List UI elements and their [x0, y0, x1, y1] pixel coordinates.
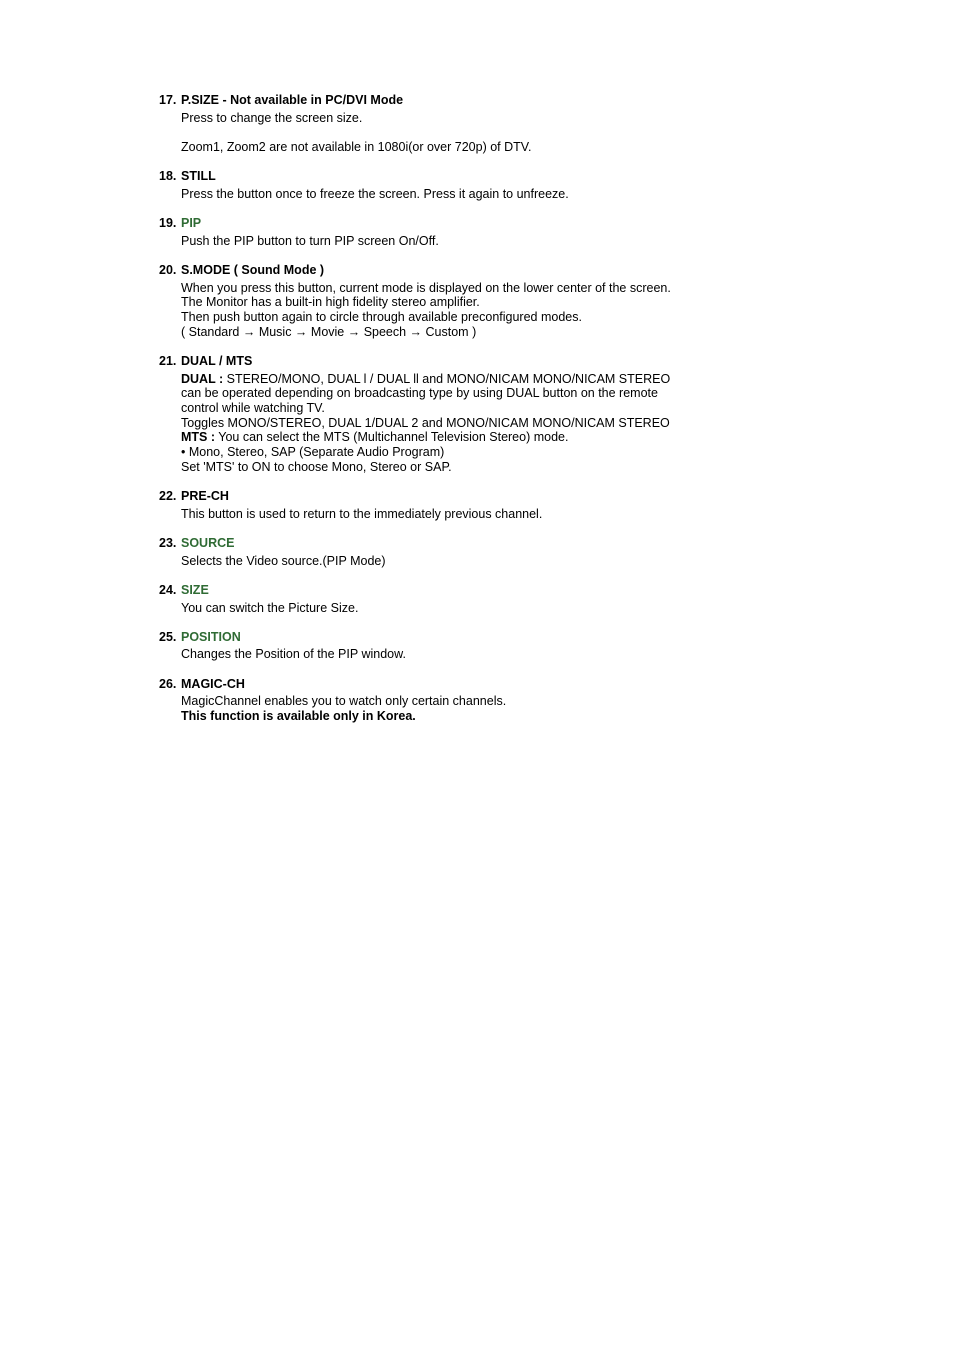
item-position — [159, 630, 719, 662]
item-size — [159, 583, 719, 615]
item-pre-ch — [159, 489, 719, 521]
item-source — [159, 536, 719, 568]
paragraph-gap — [181, 125, 719, 140]
item-content — [181, 630, 719, 662]
item-number: 26. — [159, 676, 177, 691]
item-title: P.SIZE - Not available in PC/DVI Mode — [181, 93, 404, 107]
remote-control-button-list — [159, 93, 719, 738]
item-description: The Monitor has a built-in high fidelity stereo amplifier. — [181, 295, 480, 310]
item-number: 19. — [159, 216, 177, 231]
item-number: 21. — [159, 353, 177, 368]
item-description: When you press this button, current mode is displayed on the lower center of the screen. — [181, 280, 671, 295]
item-title-link-position[interactable]: POSITION — [181, 629, 241, 644]
sound-mode-cycle: ( Standard → Music → Movie → Speech → Custom ) — [181, 324, 477, 339]
korea-only-note: This function is available only in Korea. — [181, 709, 416, 724]
item-content — [181, 263, 719, 340]
item-description: Press to change the screen size. — [181, 110, 363, 125]
item-description: can be operated depending on broadcasting type by using DUAL button on the remote — [181, 386, 658, 401]
item-title-link-size[interactable]: SIZE — [181, 582, 209, 597]
item-description: Zoom1, Zoom2 are not available in 1080i(or over 720p) of DTV. — [181, 139, 532, 154]
item-title: S.MODE ( Sound Mode ) — [181, 262, 325, 277]
item-dual-mts — [159, 354, 719, 475]
dual-text: STEREO/MONO, DUAL l / DUAL ll and MONO/NICAM MONO/NICAM STEREO — [226, 371, 671, 386]
item-content — [181, 354, 719, 475]
item-description: MagicChannel enables you to watch only certain channels. — [181, 694, 507, 709]
item-description: This button is used to return to the immediately previous channel. — [181, 506, 543, 521]
item-number: 23. — [159, 535, 177, 550]
item-description: Push the PIP button to turn PIP screen On/Off. — [181, 233, 439, 248]
item-description: You can switch the Picture Size. — [181, 600, 359, 615]
item-description: • Mono, Stereo, SAP (Separate Audio Program) — [181, 445, 445, 460]
item-content — [181, 489, 719, 521]
item-title-link-pip[interactable]: PIP — [181, 216, 202, 231]
item-description: Press the button once to freeze the screen. Press it again to unfreeze. — [181, 186, 569, 201]
item-content — [181, 583, 719, 615]
item-title-link-source[interactable]: SOURCE — [181, 535, 235, 550]
item-content — [181, 677, 719, 724]
item-description: Changes the Position of the PIP window. — [181, 647, 406, 662]
item-content — [181, 93, 719, 155]
item-description: Then push button again to circle through available preconfigured modes. — [181, 310, 582, 325]
item-p-size — [159, 93, 719, 155]
dual-description — [181, 372, 719, 387]
item-description: Set 'MTS' to ON to choose Mono, Stereo or SAP. — [181, 459, 452, 474]
item-number: 22. — [159, 489, 177, 504]
item-magic-ch — [159, 677, 719, 724]
item-title: MAGIC-CH — [181, 676, 245, 691]
item-number: 24. — [159, 582, 177, 597]
dual-label: DUAL : — [181, 371, 224, 386]
item-title: DUAL / MTS — [181, 353, 253, 368]
item-title: STILL — [181, 169, 216, 184]
mts-label: MTS : — [181, 430, 216, 445]
item-pip — [159, 216, 719, 248]
item-content — [181, 169, 719, 201]
item-number: 20. — [159, 262, 177, 277]
item-title: PRE-CH — [181, 489, 229, 504]
item-description: Toggles MONO/STEREO, DUAL 1/DUAL 2 and MONO/NICAM MONO/NICAM STEREO — [181, 415, 670, 430]
item-description: Selects the Video source.(PIP Mode) — [181, 553, 386, 568]
item-number: 25. — [159, 629, 177, 644]
item-content — [181, 216, 719, 248]
item-s-mode — [159, 263, 719, 340]
item-still — [159, 169, 719, 201]
item-number: 17. — [159, 93, 177, 107]
mts-description — [181, 430, 719, 445]
item-number: 18. — [159, 169, 177, 184]
item-content — [181, 536, 719, 568]
item-description: control while watching TV. — [181, 401, 325, 416]
mts-text: You can select the MTS (Multichannel Television Stereo) mode. — [218, 430, 569, 445]
